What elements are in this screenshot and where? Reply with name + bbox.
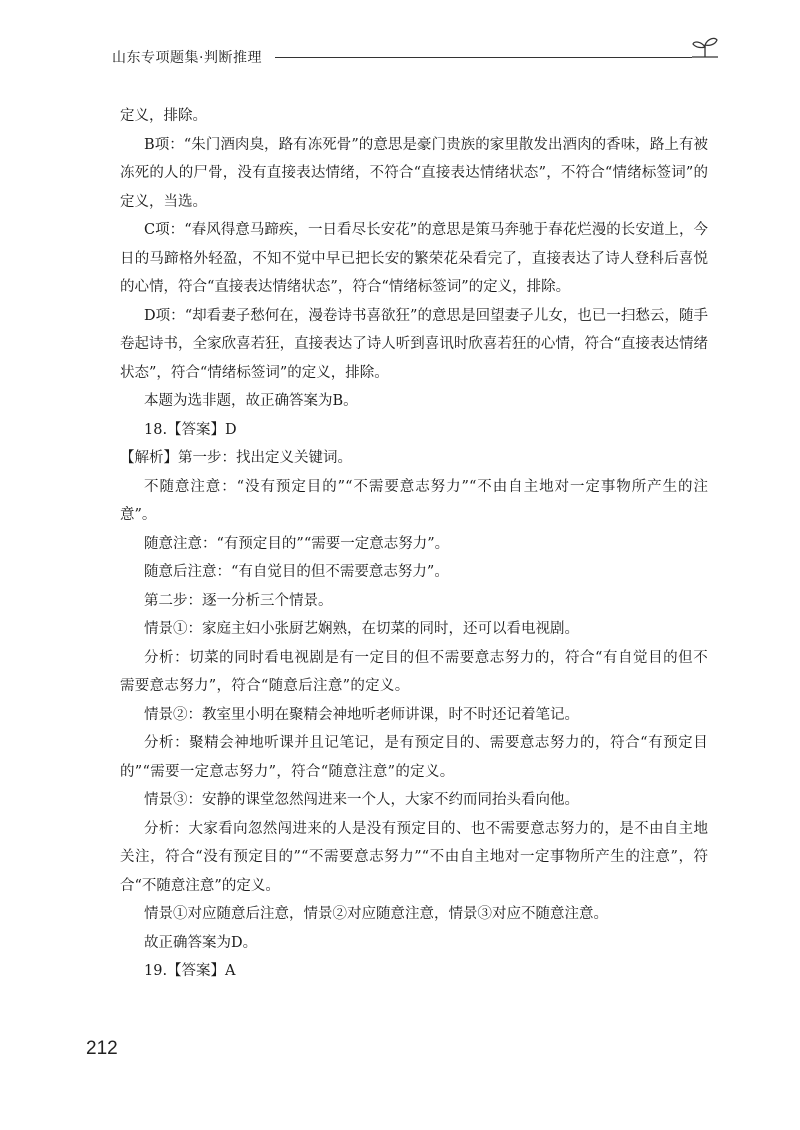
analysis-scenario-3: 分析：大家看向忽然闯进来的人是没有预定目的、也不需要意志努力的，是不由自主地关注，符合“没有预定目的”“不需要意志努力”“不由自主地对一定事物所产生的注意”，符合“不随意注意”的定义。: [120, 820, 708, 894]
definition-involuntary-attention: 不随意注意：“没有预定目的”“不需要意志努力”“不由自主地对一定事物所产生的注意”。: [120, 478, 708, 523]
scenario-2: 情景②：教室里小明在聚精会神地听老师讲课，时不时还记着笔记。: [144, 706, 579, 723]
definition-post-voluntary-attention: 随意后注意：“有自觉目的但不需要意志努力”。: [144, 564, 449, 580]
conclusion-18: 故正确答案为D。: [144, 934, 258, 951]
answer-explanation-body: [120, 102, 708, 986]
paragraph-continuation: 定义，排除。: [120, 108, 207, 124]
answer-18: 18.【答案】D: [144, 421, 237, 438]
paragraph-option-c: C项：“春风得意马蹄疾，一日看尽长安花”的意思是策马奔驰于春花烂漫的长安道上，今日的马蹄格外轻盈，不知不觉中早已把长安的繁荣花朵看完了，直接表达了诗人登科后喜悦的心情，符合“直接表达情绪状态”，符合“情绪标签词”的定义，排除。: [120, 222, 708, 295]
analysis-scenario-2: 分析：聚精会神地听课并且记笔记，是有预定目的、需要意志努力的，符合“有预定目的”“需要一定意志努力”，符合“随意注意”的定义。: [120, 735, 708, 780]
header-rule: [275, 57, 692, 58]
analysis-18-step1: 【解析】第一步：找出定义关键词。: [120, 450, 352, 466]
analysis-18-step2: 第二步：逐一分析三个情景。: [144, 592, 333, 609]
paragraph-option-d: D项：“却看妻子愁何在，漫卷诗书喜欲狂”的意思是回望妻子儿女，也已一扫愁云，随手卷起诗书，全家欣喜若狂，直接表达了诗人听到喜讯时欣喜若狂的心情，符合“直接表达情绪状态”，符合“情绪标签词”的定义，排除。: [120, 307, 708, 381]
answer-19: 19.【答案】A: [144, 963, 236, 979]
scenario-mapping: 情景①对应随意后注意，情景②对应随意注意，情景③对应不随意注意。: [144, 906, 608, 922]
sprout-icon: [690, 35, 720, 65]
paragraph-option-b: B项：“朱门酒肉臭，路有冻死骨”的意思是豪门贵族的家里散发出酒肉的香味，路上有被冻死的人的尸骨，没有直接表达情绪，不符合“直接表达情绪状态”，不符合“情绪标签词”的定义，当选。: [120, 136, 708, 210]
running-header: [112, 47, 720, 71]
scenario-1: 情景①：家庭主妇小张厨艺娴熟，在切菜的同时，还可以看电视剧。: [144, 621, 579, 637]
paragraph-conclusion-17: 本题为选非题，故正确答案为B。: [144, 393, 358, 409]
page-number: 212: [86, 1038, 118, 1059]
scenario-3: 情景③：安静的课堂忽然闯进来一个人，大家不约而同抬头看向他。: [144, 792, 579, 808]
definition-voluntary-attention: 随意注意：“有预定目的”“需要一定意志努力”。: [144, 535, 450, 552]
analysis-scenario-1: 分析：切菜的同时看电视剧是有一定目的但不需要意志努力的，符合“有自觉目的但不需要意志努力”，符合“随意后注意”的定义。: [120, 649, 708, 694]
header-title: 山东专项题集·判断推理: [112, 50, 262, 66]
